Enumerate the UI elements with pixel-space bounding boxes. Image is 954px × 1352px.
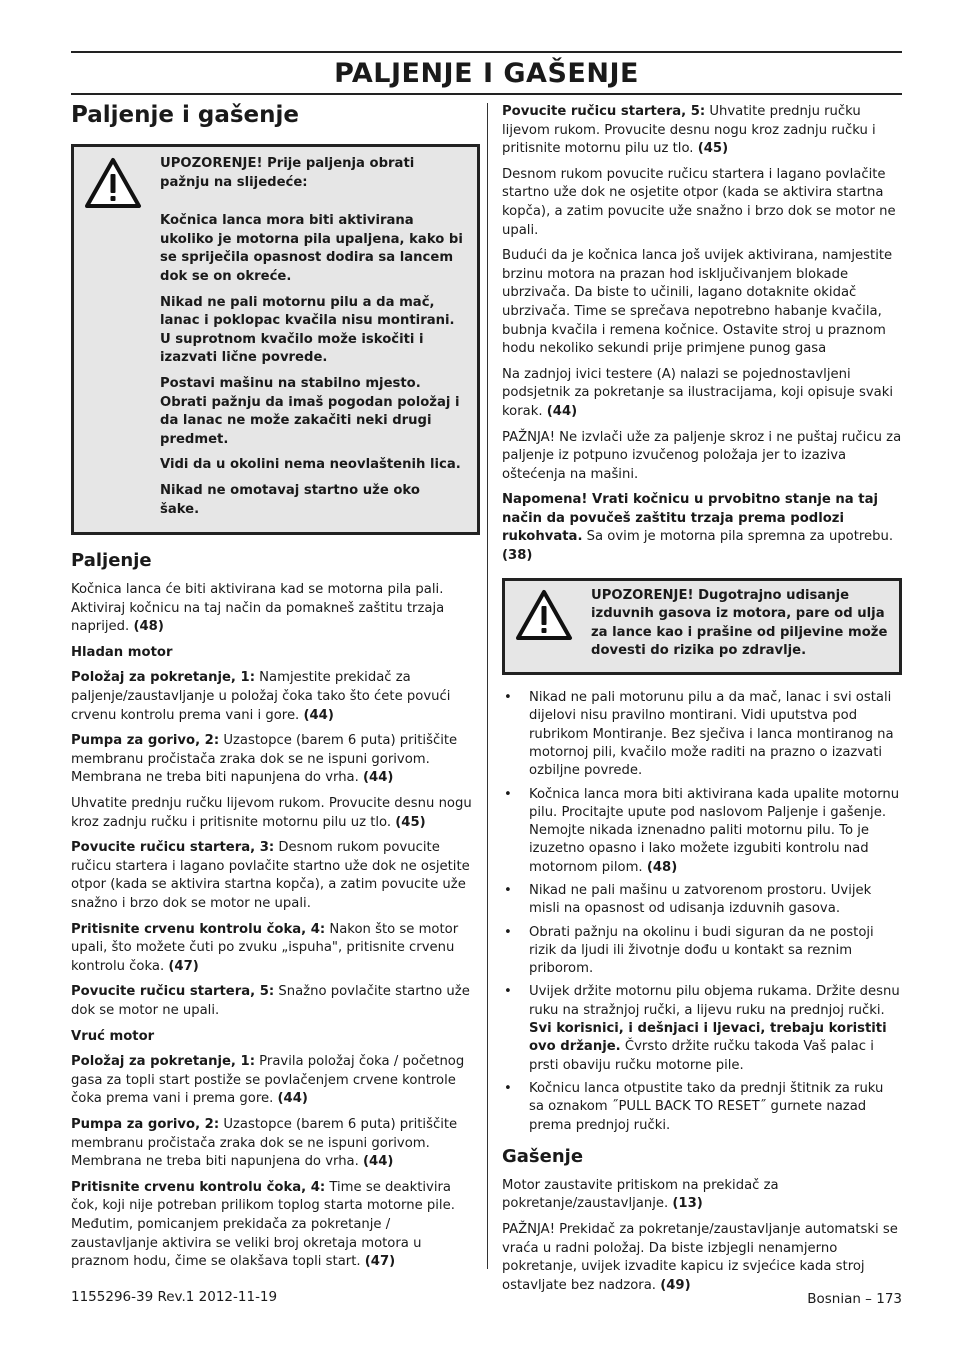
cold-step-5: Povucite ručicu startera, 5: Snažno povlačite startno uže dok se motor ne upali. xyxy=(71,984,470,1018)
cold-engine-heading: Hladan motor xyxy=(71,644,173,660)
footer-doc-id: 1155296-39 Rev.1 2012-11-19 xyxy=(71,1289,278,1305)
warning-triangle-icon xyxy=(84,157,142,209)
footer-page-number: Bosnian – 173 xyxy=(807,1291,902,1307)
list-item: • Obrati pažnju na okolinu i budi siguran da ne postoji rizik da ljudi ili životnje dođu u kontakt sa reznim priborom. xyxy=(502,924,902,979)
gasenje-stop: Motor zaustavite pritiskom na prekidač za pokretanje/zaustavljanje. (13) xyxy=(502,1177,779,1212)
warm-step-1: Položaj za pokretanje, 1: Pravila položaj čoka / početnog gasa za topli start postiže se povlačenjem crvene kontrole čoka prema vani i prema gore. (44) xyxy=(71,1054,465,1107)
warm-engine-heading: Vruć motor xyxy=(71,1028,155,1044)
paljenje-heading: Paljenje xyxy=(71,550,152,572)
list-item: • Kočnicu lanca otpustite tako da prednji štitnik za ruku sa oznakom ˝PULL BACK TO RESET˝ gurnete nazad prema prednjoj ručki. xyxy=(502,1080,902,1135)
left-column xyxy=(71,100,480,1279)
safety-bullet-list xyxy=(502,689,902,1135)
cold-step-4: Pritisnite crvenu kontrolu čoka, 4: Nakon što se motor upali, što možete čuti po zvuku „ispuha", pritisnite crvenu kontrolu čoka. (47) xyxy=(71,921,459,974)
warning-box-start xyxy=(71,144,480,535)
gasenje-heading: Gašenje xyxy=(502,1145,584,1167)
right-idle-note: Budući da je kočnica lanca još uvijek aktivirana, namjestite brzinu motora na prazan hod isključivanjem blokade ubrzivača. Da biste to učinili, lagano dotaknite okidač ubrzivača. Time se sprečava nepotrebno habanje kvačila, bubnja kvačila i remena kočnice. Ostavite stroj u praznom hodu nekoliko sekundi prije primjene punog gasa xyxy=(502,248,893,357)
list-item: • Uvijek držite motornu pilu objema rukama. Držite desnu ruku na stražnjoj ručki, a lijevu ruku na prednjoj ručki. Svi korisnici, i dešnjaci i ljevaci, trebaju koristiti ovo držanje. Čvrsto držite ručku takoda Vaš palac i prsti obaviju ručku motorne pile. xyxy=(502,983,902,1074)
warning-triangle-icon xyxy=(515,589,573,641)
cold-step-3: Povucite ručicu startera, 3: Desnom rukom povucite ručicu startera i lagano povlačite startno uže dok ne osjetite otpor (kada se aktivira startna kopča), a zatim povucite uže snažno i brzo dok se motor ne upali. xyxy=(71,840,470,911)
warning-starter-rope: Nikad ne omotavaj startno uže oko šake. xyxy=(160,482,420,517)
page-header-title: PALJENJE I GAŠENJE xyxy=(334,58,639,89)
right-step-5: Povucite ručicu startera, 5: Uhvatite prednju ručku lijevom rukom. Provucite desnu nogu kroz zadnju ručku i pritisnite motornu pilu uz tlo. (45) xyxy=(502,104,876,157)
cold-step-1: Položaj za pokretanje, 1: Namjestite prekidač za paljenje/zaustavljanje u položaj čoka tako što ćete povući crvenu kontrolu prema vani i gore. (44) xyxy=(71,670,451,723)
paljenje-intro: Kočnica lanca će biti aktivirana kad se motorna pila pali. Aktiviraj kočnicu na taj način da pomakneš zaštitu trzaja naprijed. (48) xyxy=(71,582,445,635)
list-item: • Nikad ne pali motorunu pilu a da mač, lanac i svi ostali dijelovi nisu pravilno montirani. Vidi uputstva pod rubrikom Montiranje. Bez sječiva i lanca montiranog na motornoj pili, kvačilo može raditi na prazno o izazvati ozbiljne povrede. xyxy=(502,689,902,780)
right-pull-starter: Desnom rukom povucite ručicu startera i lagano povlačite startno uže dok ne osjetite otpor (kada se aktivira startna kopča), a zatim povucite uže snažno i brzo dok se motor ne upali. xyxy=(502,166,896,238)
section-title: Paljenje i gašenje xyxy=(71,102,300,128)
cold-step-2: Pumpa za gorivo, 2: Uzastopce (barem 6 puta) pritiščite membranu pročistača zraka dok se ne ispuni gorivom. Membrana ne treba biti napunjena do vrha. (44) xyxy=(71,733,458,786)
warning-bystanders: Vidi da u okolini nema neovlaštenih lica. xyxy=(160,457,461,473)
list-item: • Nikad ne pali mašinu u zatvorenom prostoru. Uvijek misli na opasnost od udisanja izduvnih gasova. xyxy=(502,882,902,919)
warning-box-exhaust xyxy=(502,578,902,675)
right-column xyxy=(502,103,902,1302)
header-rule-top xyxy=(71,51,902,53)
warm-step-4: Pritisnite crvenu kontrolu čoka, 4: Time se deaktivira čok, koji nije potreban prilikom toplog starta motorne pile. Međutim, pomicanjem prekidača za pokretanje / zaustavljanje aktivira se veliki broj okretaja motora u praznom hodu, čime se olakšava topli start. (47) xyxy=(71,1179,455,1270)
list-item: • Kočnica lanca mora biti aktivirana kada upalite motornu pilu. Procitajte upute pod naslovom Paljenje i gašenje. Nemojte nikada iznenadno paliti motornu pilu. To je izuzetno opasno i lako možete izgubiti kontrolu nad motornom pilom. (48) xyxy=(502,786,902,877)
right-reminder: Na zadnjoj ivici testere (A) nalazi se pojednostavljeni podsjetnik za pokretanje sa ilustracijama, koji opisuje svaki korak. (44) xyxy=(502,366,894,419)
warning-stable-place: Postavi mašinu na stabilno mjesto. Obrati pažnju da imaš pogodan položaj i da lanac ne može zakačiti neki drugi predmet. xyxy=(160,375,460,447)
right-attention: PAŽNJA! Ne izvlači uže za paljenje skroz i ne puštaj ručicu za paljenje iz potpuno izvučenog položaja jer to izaziva oštećenja na mašini. xyxy=(502,429,902,482)
header-rule-bottom xyxy=(71,93,902,95)
warning-chain-brake: Kočnica lanca mora biti aktivirana ukoliko je motorna pila upaljena, kako bi se spriječila opasnost dodira sa lancem dok se on okreće. xyxy=(160,213,463,284)
right-note: Napomena! Vrati kočnicu u prvobitno stanje na taj način da povučeš zaštitu trzaja prema podlozi rukohvata. Sa ovim je motorna pila spremna za upotrebu. (38) xyxy=(502,492,894,564)
column-divider xyxy=(487,103,488,1269)
cold-step-grip: Uhvatite prednju ručku lijevom rukom. Provucite desnu nogu kroz zadnju ručku i pritisnite motornu pilu uz tlo. (45) xyxy=(71,796,472,830)
warning-assembly: Nikad ne pali motornu pilu a da mač, lanac i poklopac kvačila nisu montirani. U suprotnom kvačilo može iskočiti i izazvati lične povrede. xyxy=(160,294,455,366)
warning-exhaust-text: UPOZORENJE! Dugotrajno udisanje izduvnih gasova iz motora, pare od ulja za lance kao i prašine od piljevine može dovesti do rizika po zdravlje. xyxy=(591,587,888,659)
warning-heading: UPOZORENJE! Prije paljenja obrati pažnju na slijedeće: xyxy=(160,156,415,190)
warm-step-2: Pumpa za gorivo, 2: Uzastopce (barem 6 puta) pritiščite membranu pročistača zraka dok se ne ispuni gorivom. Membrana ne treba biti napunjena do vrha. (44) xyxy=(71,1116,458,1170)
gasenje-attention: PAŽNJA! Prekidač za pokretanje/zaustavljanje automatski se vraća u radni položaj. Da biste izbjegli nenamjerno pokretanje, uvijek izvadite kapicu iz svjećice kada stroj ostavljate bez nadzora. (49) xyxy=(502,1222,898,1293)
